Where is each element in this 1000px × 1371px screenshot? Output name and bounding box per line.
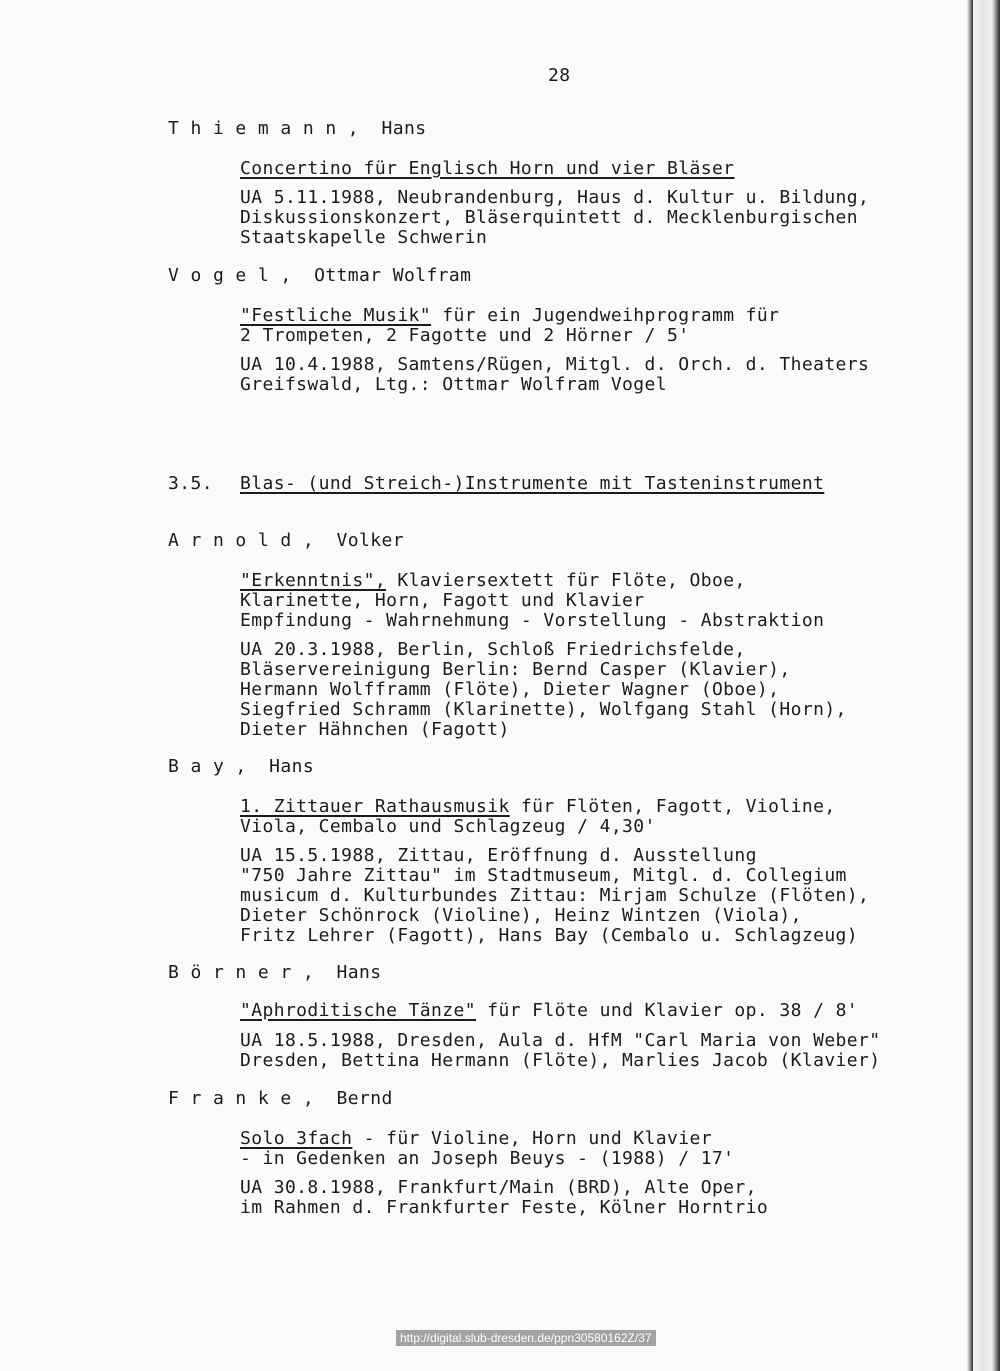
work-title: 1. Zittauer Rathausmusik [240,796,510,817]
work-description: für Flöten, Fagott, Violine, [509,796,836,817]
work-line [240,571,746,591]
premiere-line: Siegfried Schramm (Klarinette), Wolfgang Stahl (Horn), [240,699,847,720]
premiere-line: musicum d. Kulturbundes Zittau: Mirjam Schulze (Flöten), [240,885,870,906]
page-number: 28 [548,65,571,86]
work-line [240,797,836,817]
work-line: Klarinette, Horn, Fagott und Klavier [240,590,645,611]
premiere-line: Staatskapelle Schwerin [240,227,488,248]
premiere-line: UA 20.3.1988, Berlin, Schloß Friedrichsfelde, [240,639,746,660]
premiere-line: UA 10.4.1988, Samtens/Rügen, Mitgl. d. Orch. d. Theaters [240,354,870,375]
composer-name: F r a n k e , Bernd [168,1088,393,1109]
premiere-line: UA 15.5.1988, Zittau, Eröffnung d. Ausstellung [240,845,757,866]
work-line [240,1129,712,1149]
premiere-line: "750 Jahre Zittau" im Stadtmuseum, Mitgl. d. Collegium [240,865,847,886]
composer-name: T h i e m a n n , Hans [168,118,427,139]
work-description: - für Violine, Horn und Klavier [352,1128,712,1149]
section-title: Blas- (und Streich-)Instrumente mit Tasteninstrument [240,473,825,494]
composer-name: V o g e l , Ottmar Wolfram [168,265,472,286]
work-title: "Aphroditische Tänze" [240,1000,476,1021]
work-line: Viola, Cembalo und Schlagzeug / 4,30' [240,816,656,837]
footer-url: http://digital.slub-dresden.de/ppn30580162Z/37 [396,1330,656,1346]
work-line: Empfindung - Wahrnehmung - Vorstellung - Abstraktion [240,610,825,631]
work-line: 2 Trompeten, 2 Fagotte und 2 Hörner / 5' [240,325,690,346]
work-title: "Erkenntnis", [240,570,387,591]
premiere-line: Dieter Schönrock (Violine), Heinz Wintzen (Viola), [240,905,802,926]
composer-name: B a y , Hans [168,756,315,777]
premiere-line: Hermann Wolfframm (Flöte), Dieter Wagner (Oboe), [240,679,780,700]
adjacent-page-edge [973,0,1000,1371]
premiere-line: Fritz Lehrer (Fagott), Hans Bay (Cembalo u. Schlagzeug) [240,925,859,946]
work-title: Concertino für Englisch Horn und vier Bläser [240,158,735,179]
premiere-line: UA 5.11.1988, Neubrandenburg, Haus d. Kultur u. Bildung, [240,187,870,208]
work-description: Klaviersextett für Flöte, Oboe, [386,570,746,591]
premiere-line: Bläservereinigung Berlin: Bernd Casper (Klavier), [240,659,791,680]
work-line: - in Gedenken an Joseph Beuys - (1988) / 17' [240,1148,735,1169]
premiere-line: Dresden, Bettina Hermann (Flöte), Marlies Jacob (Klavier) [240,1050,881,1071]
premiere-line: UA 18.5.1988, Dresden, Aula d. HfM "Carl Maria von Weber" [240,1030,881,1051]
premiere-line: Greifswald, Ltg.: Ottmar Wolfram Vogel [240,374,668,395]
premiere-line: Diskussionskonzert, Bläserquintett d. Mecklenburgischen [240,207,859,228]
work-description: für ein Jugendweihprogramm für [431,305,780,326]
work-description: für Flöte und Klavier op. 38 / 8' [475,1000,859,1021]
work-line [240,306,779,326]
section-number: 3.5. [168,473,213,494]
composer-name: A r n o l d , Volker [168,530,404,551]
composer-name: B ö r n e r , Hans [168,962,382,983]
premiere-line: im Rahmen d. Frankfurter Feste, Kölner Horntrio [240,1197,769,1218]
premiere-line: UA 30.8.1988, Frankfurt/Main (BRD), Alte Oper, [240,1177,757,1198]
premiere-line: Dieter Hähnchen (Fagott) [240,719,510,740]
work-line [240,1001,858,1021]
work-title: Solo 3fach [240,1128,353,1149]
work-title: "Festliche Musik" [240,305,432,326]
